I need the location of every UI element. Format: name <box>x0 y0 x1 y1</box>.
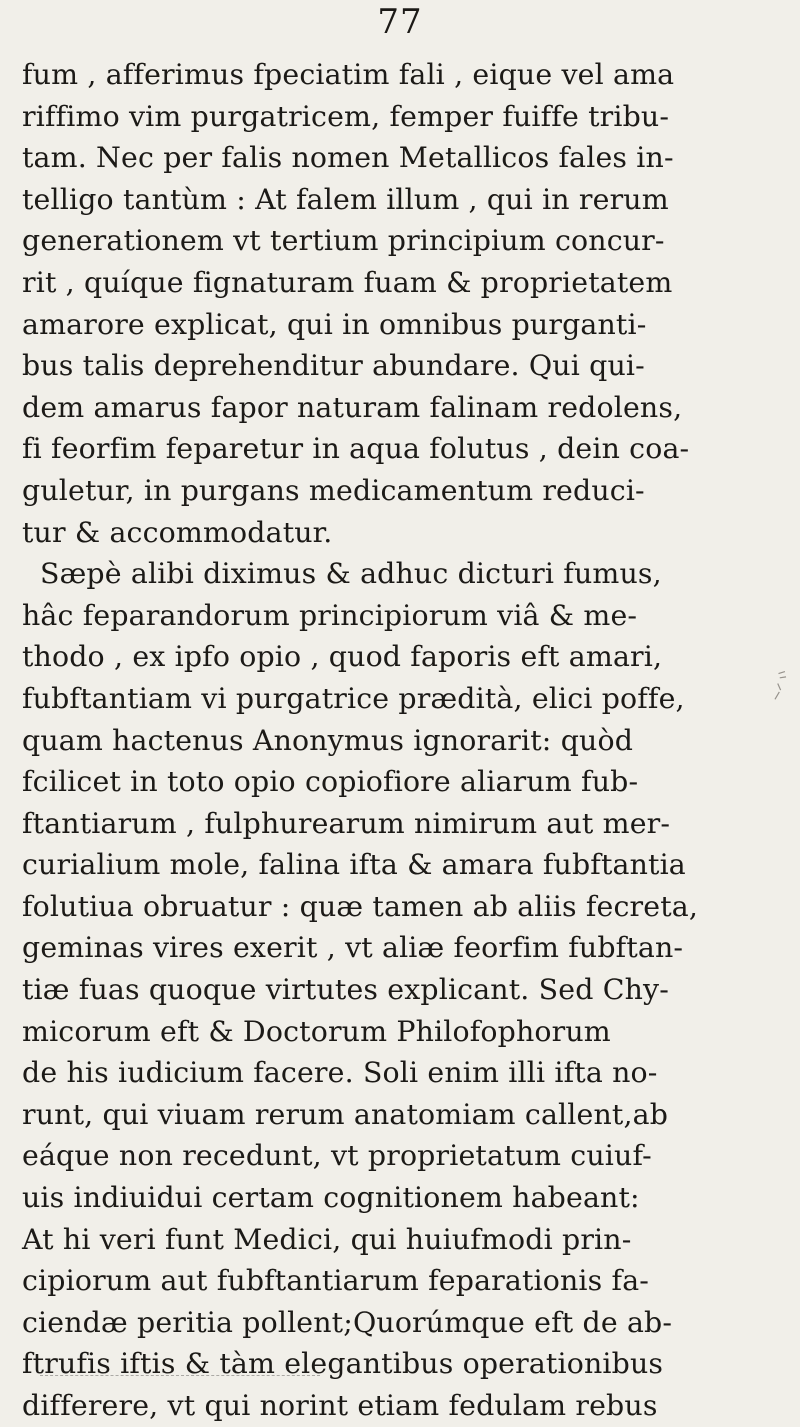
text-line: quam hactenus Anonymus ignorarit: quòd <box>22 723 634 757</box>
body-text <box>22 54 792 1427</box>
text-line: differere, vt qui norint etiam fedulam rebus <box>22 1389 658 1422</box>
text-line: cipiorum aut fubftantiarum feparationis fa- <box>22 1264 650 1298</box>
text-line: rit , quíque fignaturam fuam & proprietatem <box>22 265 673 299</box>
text-line: ftantiarum , fulphurearum nimirum aut mer- <box>22 806 671 840</box>
text-line: micorum eft & Doctorum Philofophorum <box>22 1014 611 1048</box>
text-line: ftrufis iftis & tàm elegantibus operationibus <box>22 1347 664 1381</box>
text-line: generationem vt tertium principium concur- <box>22 224 665 258</box>
text-line: runt, qui viuam rerum anatomiam callent,ab <box>22 1097 669 1131</box>
text-line: fi feorfim feparetur in aqua folutus , dein coa- <box>22 432 690 466</box>
text-line: eáque non recedunt, vt proprietatum cuiuf- <box>22 1139 652 1173</box>
text-line: telligo tantùm : At falem illum , qui in rerum <box>22 182 669 216</box>
text-line: tiæ fuas quoque virtutes explicant. Sed Chy- <box>22 973 669 1007</box>
text-line: hâc feparandorum principiorum viâ & me- <box>22 598 638 632</box>
page-number: 77 <box>377 2 423 42</box>
text-line: fum , afferimus fpeciatim fali , eique vel ama <box>22 58 675 91</box>
text-line: tam. Nec per falis nomen Metallicos fales in- <box>22 141 674 175</box>
text-line: tur & accommodatur. <box>22 515 333 549</box>
text-line: ciendæ peritia pollent;Quorúmque eft de ab- <box>22 1305 673 1339</box>
text-line: geminas vires exerit , vt aliæ feorfim fubftan- <box>22 931 684 965</box>
text-line: uis indiuidui certam cognitionem habeant: <box>22 1181 640 1215</box>
bottom-ink-trace <box>40 1375 320 1376</box>
text-line: curialium mole, falina ifta & amara fubftantia <box>22 848 686 882</box>
text-line: folutiua obruatur : quæ tamen ab aliis fecreta, <box>22 889 699 923</box>
text-line: riffimo vim purgatricem, femper fuiffe tribu- <box>22 99 670 133</box>
text-line: dem amarus fapor naturam falinam redolens, <box>22 390 683 424</box>
text-line: fubftantiam vi purgatrice prædità, elici poffe, <box>22 681 685 715</box>
text-line: fcilicet in toto opio copiofiore aliarum fub- <box>22 765 639 799</box>
text-line: bus talis deprehenditur abundare. Qui qui- <box>22 349 645 383</box>
paragraph-start-line: Sæpè alibi diximus & adhuc dicturi fumus, <box>40 557 662 591</box>
text-line: thodo , ex ipfo opio , quod faporis eft amari, <box>22 640 663 674</box>
text-line: guletur, in purgans medicamentum reduci- <box>22 473 645 507</box>
text-line: de his iudicium facere. Soli enim illi ifta no- <box>22 1056 658 1090</box>
text-line: amarore explicat, qui in omnibus purganti- <box>22 307 647 341</box>
text-line: At hi veri funt Medici, qui huiufmodi prin- <box>22 1222 632 1256</box>
